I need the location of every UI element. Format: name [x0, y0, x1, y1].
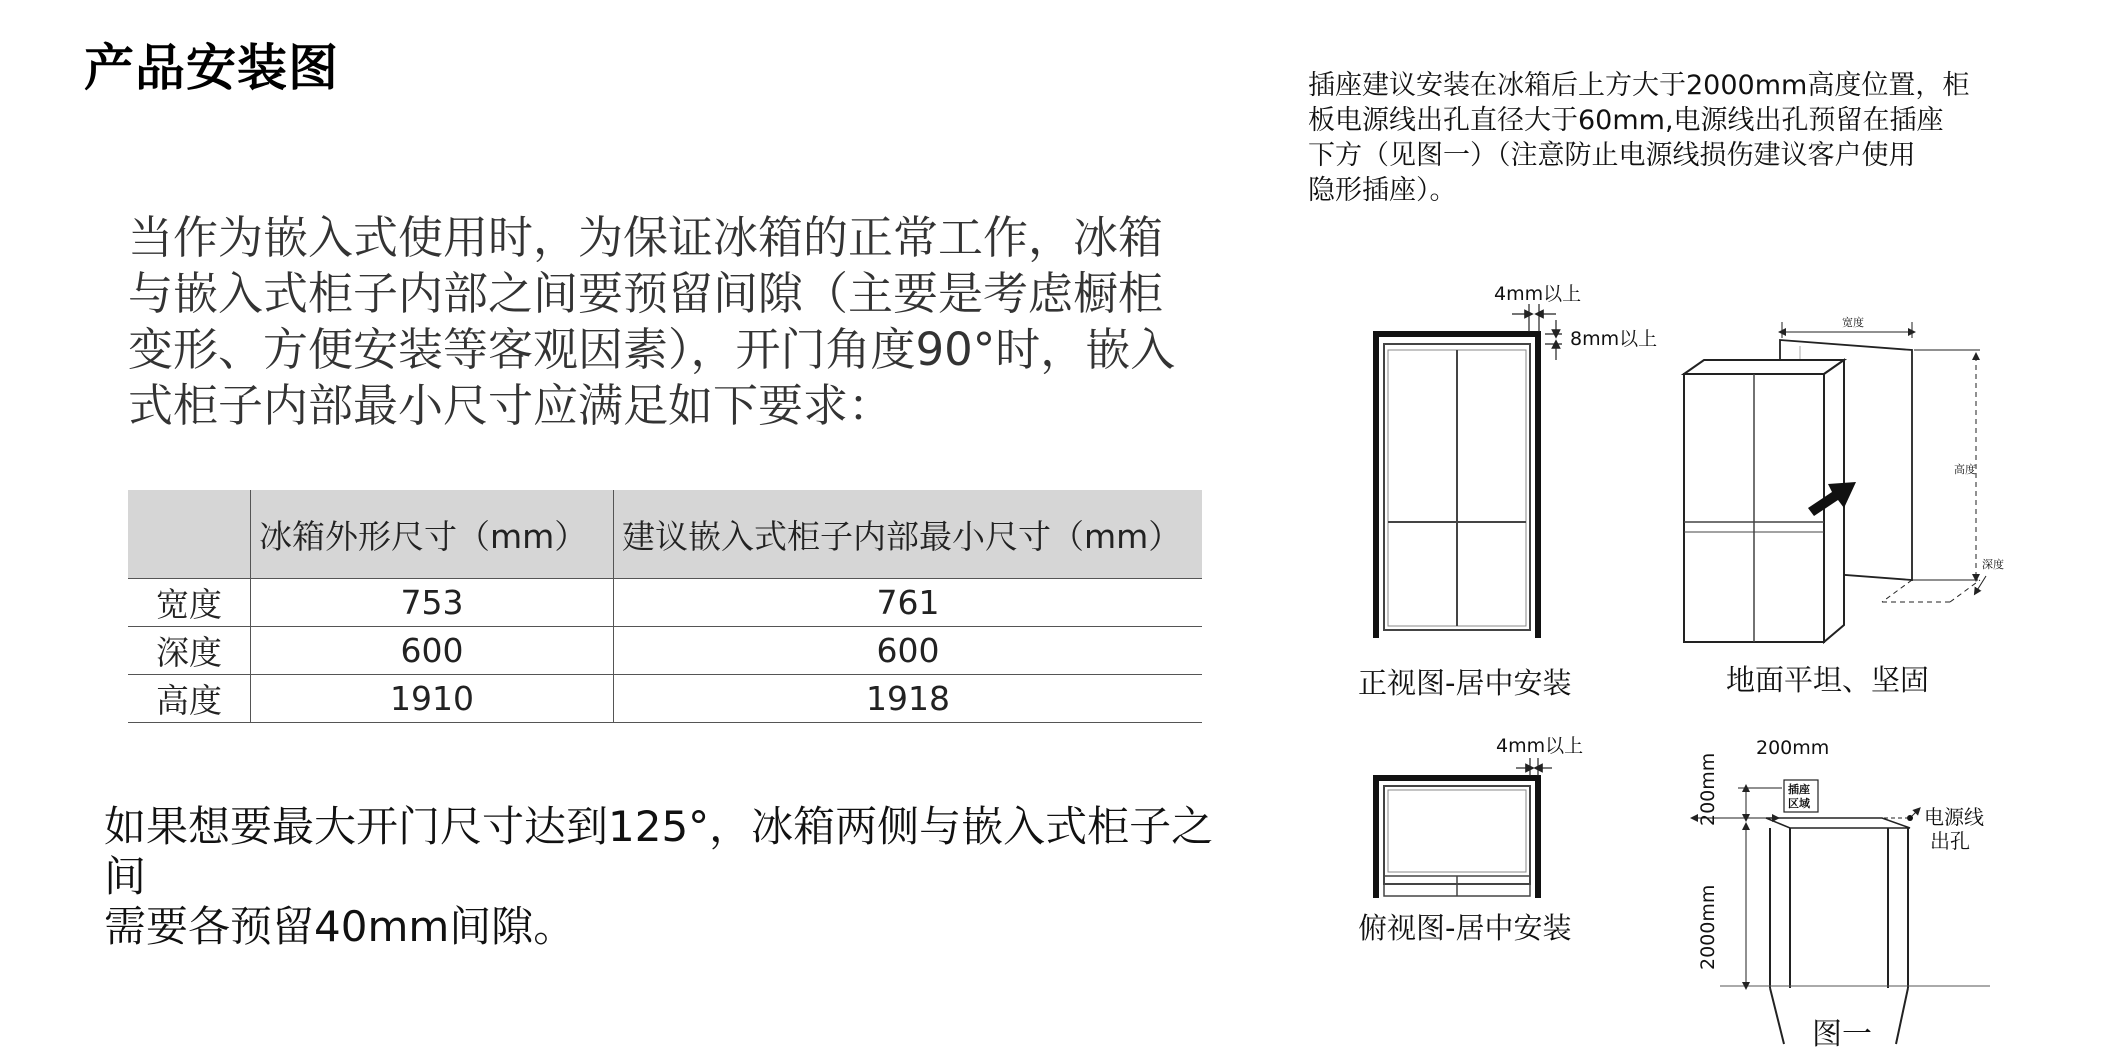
floor-diagram: [1684, 315, 2004, 697]
front-view-caption: 正视图-居中安装: [1358, 666, 1572, 700]
intro-line: 与嵌入式柜子内部之间要预留间隙（主要是考虑橱柜: [128, 267, 1164, 320]
table-row: [128, 579, 1202, 627]
note-line: 如果想要最大开门尺寸达到125°，冰箱两侧与嵌入式柜子之间: [104, 802, 1214, 901]
page-title: 产品安装图: [84, 39, 339, 97]
door-angle-note: [104, 802, 1234, 952]
cabinet-size-cell: 1918: [614, 675, 1203, 723]
socket-side-dim-2: 2000mm: [1697, 884, 1719, 970]
fridge-size-cell: 753: [251, 579, 614, 627]
socket-side-dim-1: 200mm: [1697, 752, 1719, 826]
fridge-size-cell: 1910: [251, 675, 614, 723]
note-line: 下方（见图一）（注意防止电源线损伤建议客户使用: [1308, 140, 1916, 171]
intro-line: 当作为嵌入式使用时，为保证冰箱的正常工作，冰箱: [128, 211, 1164, 264]
intro-line: 变形、方便安装等客观因素），开门角度90°时，嵌入: [128, 323, 1176, 376]
socket-label-1: 插座: [1788, 783, 1810, 796]
socket-note: [1308, 68, 2008, 208]
front-gap-side-label: 4mm以上: [1494, 283, 1582, 305]
socket-label-2: 区域: [1788, 797, 1810, 810]
socket-top-dim: 200mm: [1756, 737, 1830, 759]
cabinet-size-cell: 600: [614, 627, 1203, 675]
size-table: [128, 490, 1202, 723]
cable-label-2: 出孔: [1930, 829, 1970, 853]
fridge-size-cell: 600: [251, 627, 614, 675]
top-gap-label: 4mm以上: [1496, 735, 1584, 757]
cable-label-1: 电源线: [1924, 805, 1984, 829]
note-line: 隐形插座）。: [1308, 175, 1457, 206]
row-label: 高度: [128, 675, 251, 723]
floor-width-label: 宽度: [1842, 316, 1864, 329]
table-row: [128, 675, 1202, 723]
installation-diagrams: [1300, 270, 2060, 1048]
front-view-diagram: [1358, 283, 1657, 700]
table-header-cell: [128, 490, 251, 579]
table-row: [128, 627, 1202, 675]
front-gap-top-label: 8mm以上: [1570, 328, 1658, 350]
row-label: 宽度: [128, 579, 251, 627]
top-view-diagram: [1358, 735, 1583, 945]
floor-height-label: 高度: [1954, 463, 1976, 476]
top-view-caption: 俯视图-居中安装: [1358, 911, 1572, 945]
table-header-cell: 冰箱外形尺寸（mm）: [251, 490, 614, 579]
table-header-row: [128, 490, 1202, 579]
note-line: 需要各预留40mm间隙。: [104, 902, 576, 951]
table-header-cell: 建议嵌入式柜子内部最小尺寸（mm）: [614, 490, 1203, 579]
socket-diagram: [1694, 737, 1990, 1048]
floor-depth-label: 深度: [1982, 558, 2004, 571]
note-line: 板电源线出孔直径大于60mm,电源线出孔预留在插座: [1308, 105, 1944, 136]
intro-line: 式柜子内部最小尺寸应满足如下要求：: [128, 379, 894, 432]
intro-paragraph: [128, 210, 1198, 434]
row-label: 深度: [128, 627, 251, 675]
cabinet-size-cell: 761: [614, 579, 1203, 627]
note-line: 插座建议安装在冰箱后上方大于2000mm高度位置，柜: [1308, 70, 1970, 101]
floor-caption: 地面平坦、坚固: [1726, 663, 1930, 697]
figure-one-caption: 图一: [1812, 1017, 1872, 1048]
